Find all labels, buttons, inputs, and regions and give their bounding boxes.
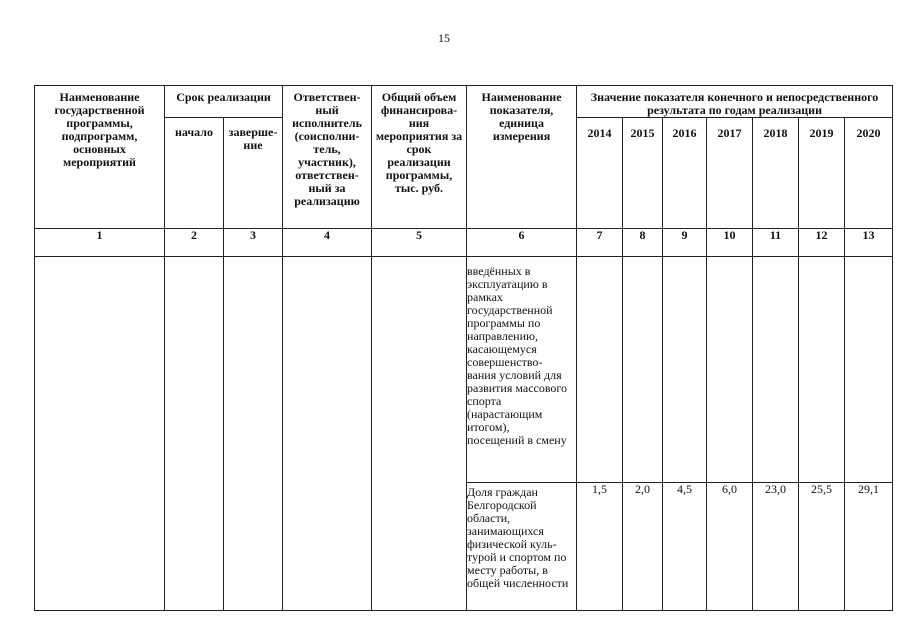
header-term: Срок реализации xyxy=(165,86,283,118)
column-number: 1 xyxy=(35,229,165,257)
column-number: 6 xyxy=(467,229,577,257)
program-name-cell xyxy=(35,257,165,611)
program-indicators-table xyxy=(34,85,893,611)
header-program-name: Наименование государственной программы, подпрограмм, основных мероприятий xyxy=(35,86,165,229)
column-number: 8 xyxy=(623,229,663,257)
header-year-2014: 2014 xyxy=(577,118,623,229)
value-cell: 4,5 xyxy=(663,483,707,611)
value-cell xyxy=(753,257,799,483)
header-indicator: Наименование показателя, единица измерения xyxy=(467,86,577,229)
financing-cell xyxy=(372,257,467,611)
value-cell: 29,1 xyxy=(845,483,893,611)
indicator-cell: Доля граждан Белгородской области, занимающихся физической куль- турой и спортом по месту работы, в общей численности xyxy=(467,483,577,611)
end-cell xyxy=(224,257,283,611)
column-number: 12 xyxy=(799,229,845,257)
header-year-2017: 2017 xyxy=(707,118,753,229)
responsible-cell xyxy=(283,257,372,611)
column-number: 2 xyxy=(165,229,224,257)
header-end: заверше- ние xyxy=(224,118,283,229)
column-number: 4 xyxy=(283,229,372,257)
value-cell: 25,5 xyxy=(799,483,845,611)
indicator-cell: введённых в эксплуатацию в рамках государственной программы по направлению, касающемуся совершенство- вания условий для развития массового спорта (нарастающим итогом), посещений в смену xyxy=(467,257,577,483)
column-number: 13 xyxy=(845,229,893,257)
value-cell xyxy=(707,257,753,483)
value-cell xyxy=(799,257,845,483)
value-cell xyxy=(577,257,623,483)
column-number: 9 xyxy=(663,229,707,257)
start-cell xyxy=(165,257,224,611)
table-row xyxy=(35,257,893,483)
column-number: 5 xyxy=(372,229,467,257)
column-number: 11 xyxy=(753,229,799,257)
header-year-2016: 2016 xyxy=(663,118,707,229)
value-cell: 23,0 xyxy=(753,483,799,611)
header-year-2020: 2020 xyxy=(845,118,893,229)
header-financing: Общий объем финансирова- ния мероприятия за срок реализации программы, тыс. руб. xyxy=(372,86,467,229)
value-cell: 1,5 xyxy=(577,483,623,611)
value-cell xyxy=(623,257,663,483)
page-number: 15 xyxy=(438,31,450,45)
header-year-2019: 2019 xyxy=(799,118,845,229)
header-year-2015: 2015 xyxy=(623,118,663,229)
value-cell: 6,0 xyxy=(707,483,753,611)
header-values-group: Значение показателя конечного и непосредственного результата по годам реализации xyxy=(577,86,893,118)
column-number-row xyxy=(35,229,893,257)
value-cell: 2,0 xyxy=(623,483,663,611)
column-number: 10 xyxy=(707,229,753,257)
header-start: начало xyxy=(165,118,224,229)
column-number: 3 xyxy=(224,229,283,257)
value-cell xyxy=(845,257,893,483)
header-year-2018: 2018 xyxy=(753,118,799,229)
header-responsible: Ответствен- ный исполнитель (соисполни- тель, участник), ответствен- ный за реализацию xyxy=(283,86,372,229)
header-row-1 xyxy=(35,86,893,118)
column-number: 7 xyxy=(577,229,623,257)
value-cell xyxy=(663,257,707,483)
